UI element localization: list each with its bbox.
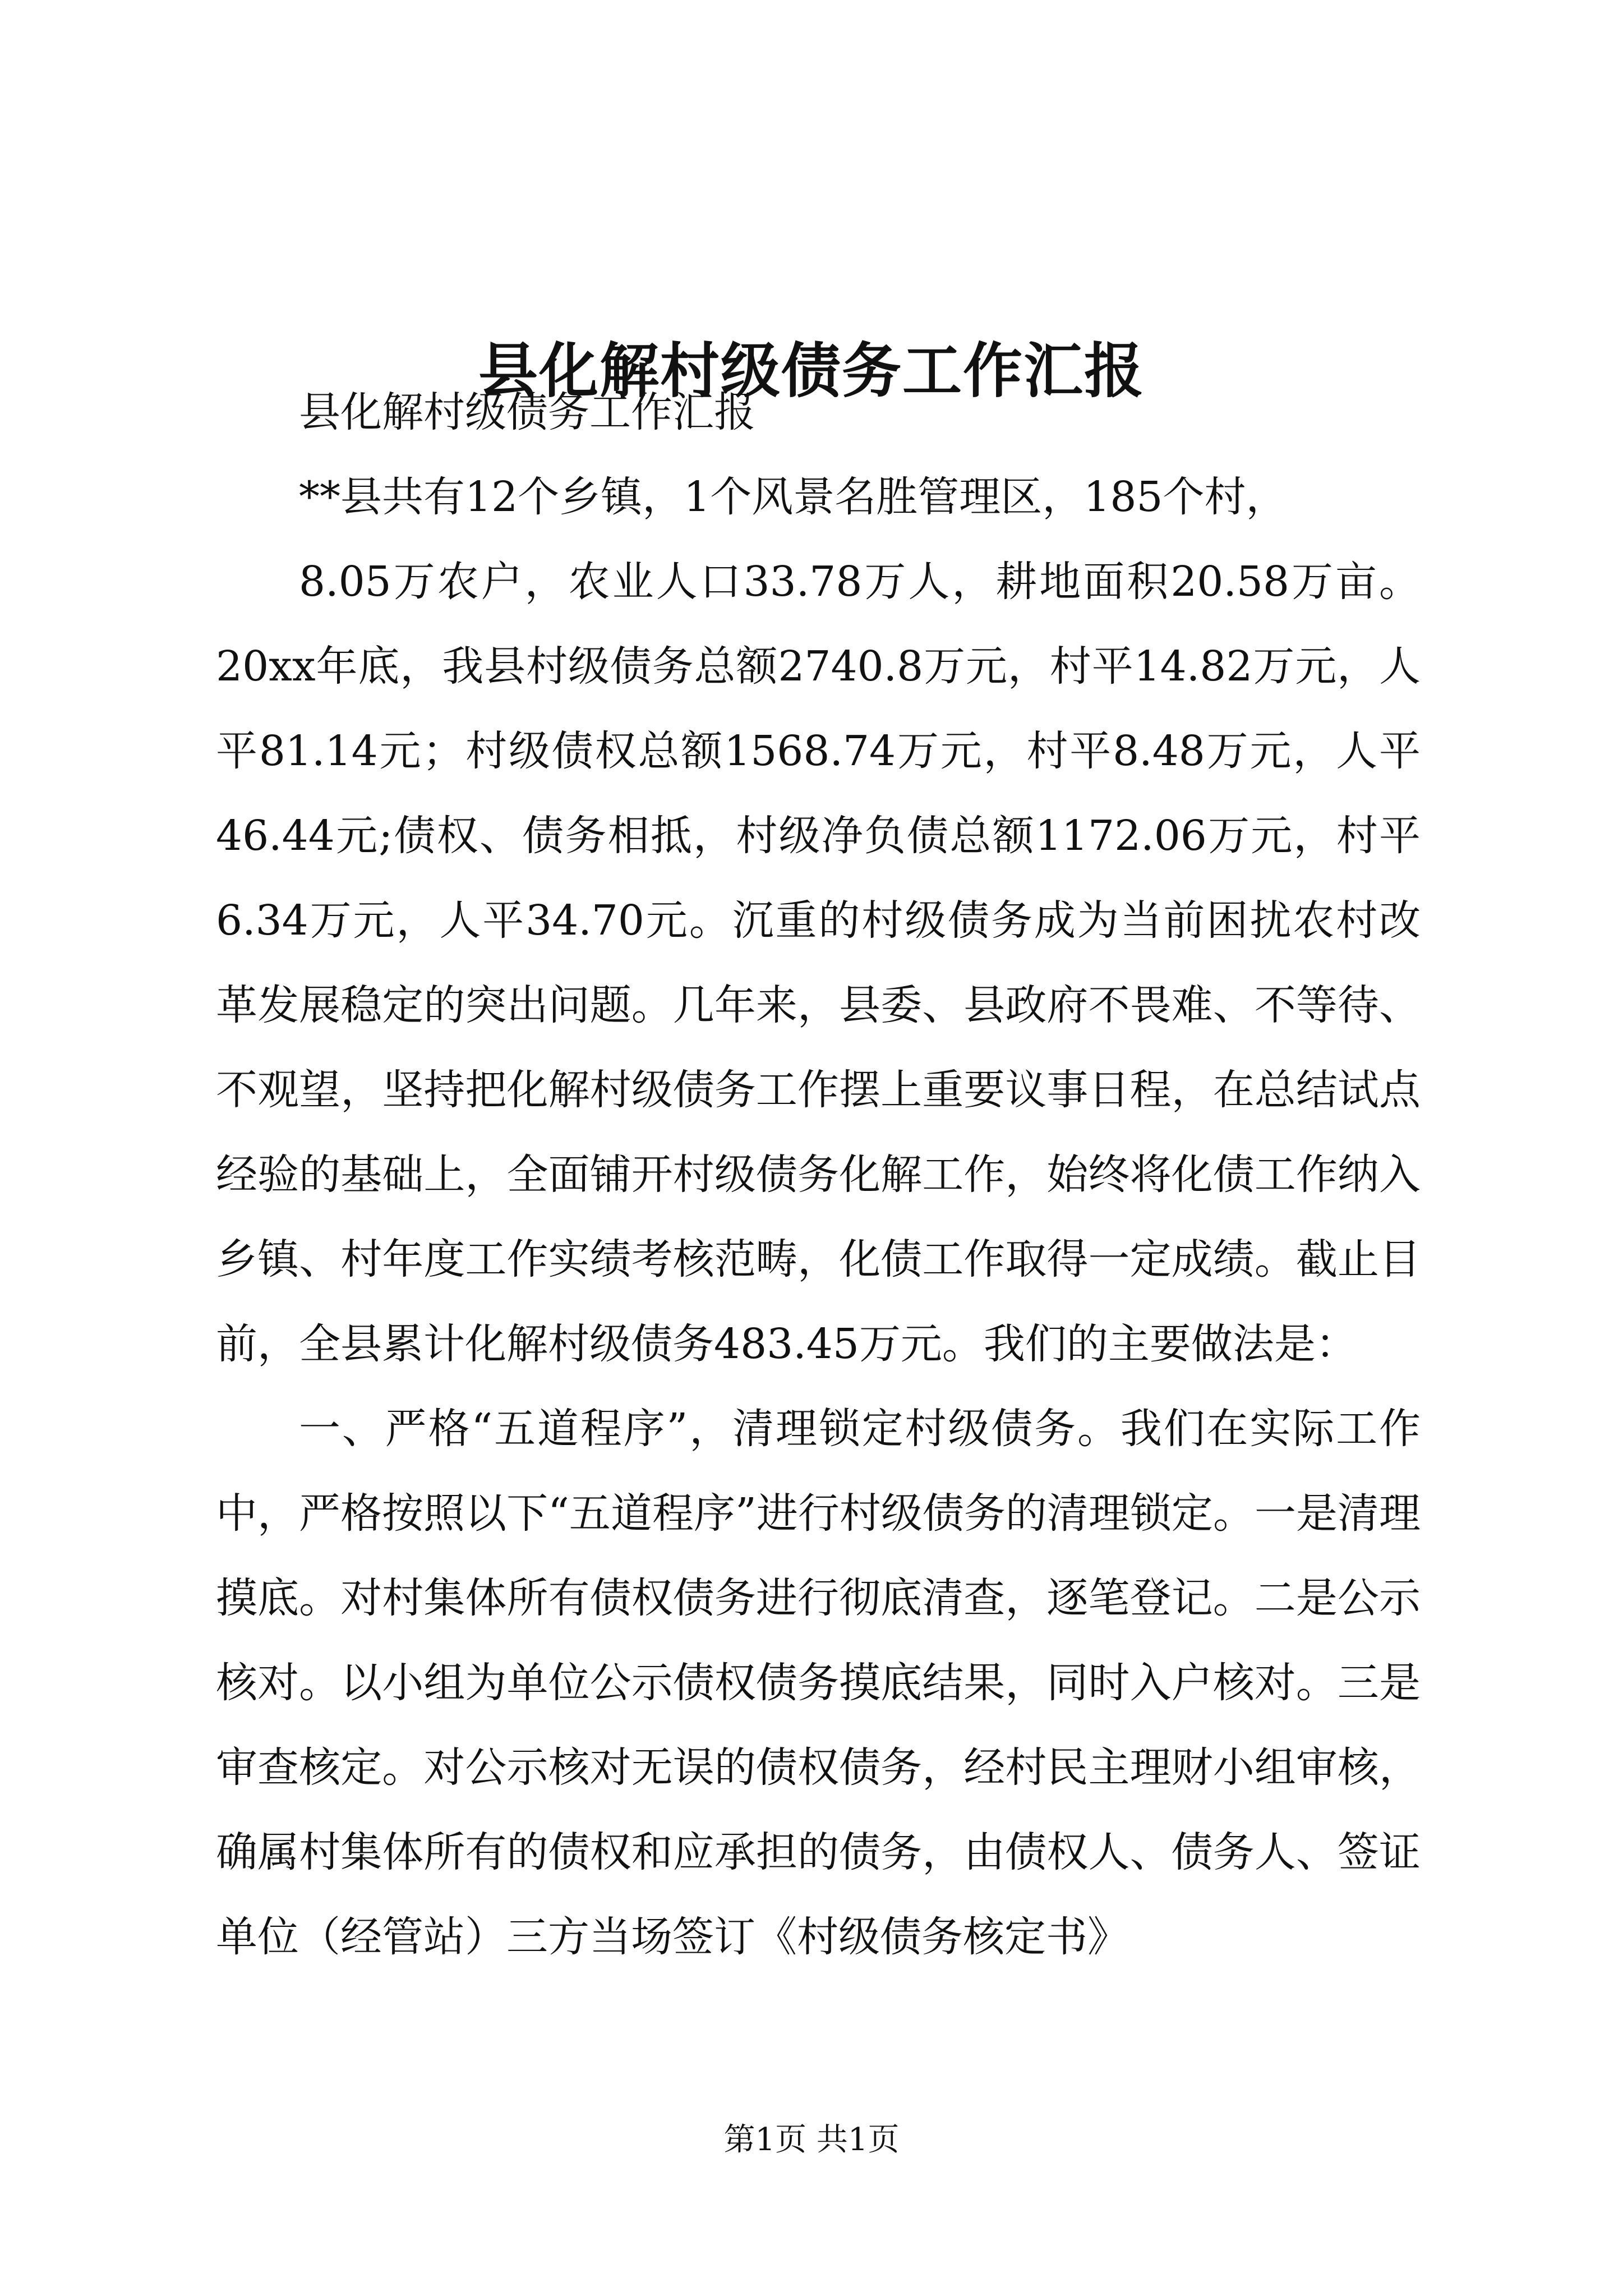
body-paragraph: **县共有12个乡镇，1个风景名胜管理区，185个村，: [299, 473, 1288, 521]
document-body: [216, 370, 1421, 1980]
body-paragraph: 县化解村级债务工作汇报: [299, 388, 755, 436]
page-footer: 第1页 共1页: [723, 2122, 900, 2158]
body-paragraph: 一、严格“五道程序”，清理锁定村级债务。我们在实际工作中，严格按照以下“五道程序”进行村级债务的清理锁定。一是清理摸底。对村集体所有债权债务进行彻底清查，逐笔登记。二是公示核对。以小组为单位公示债权债务摸底结果，同时入户核对。三是审查核定。对公示核对无误的债权债务，经村民主理财小组审核，确属村集体所有的债权和应承担的债务，由债权人、债务人、签证单位（经管站）三方当场签订《村级债务核定书》: [216, 1405, 1421, 1961]
document-title: 县化解村级债务工作汇报: [478, 335, 1145, 406]
body-paragraph: 8.05万农户，农业人口33.78万人，耕地面积20.58万亩。20xx年底，我县村级债务总额2740.8万元，村平14.82万元，人平81.14元；村级债权总额1568.74万元，村平8.48万元，人平46.44元;债权、债务相抵，村级净负债总额1172.06万元，村平6.34万元，人平34.70元。沉重的村级债务成为当前困扰农村改革发展稳定的突出问题。几年来，县委、县政府不畏难、不等待、不观望，坚持把化解村级债务工作摆上重要议事日程，在总结试点经验的基础上，全面铺开村级债务化解工作，始终将化债工作纳入乡镇、村年度工作实绩考核范畴，化债工作取得一定成绩。截止目前，全县累计化解村级债务483.45万元。我们的主要做法是：: [216, 558, 1421, 1368]
